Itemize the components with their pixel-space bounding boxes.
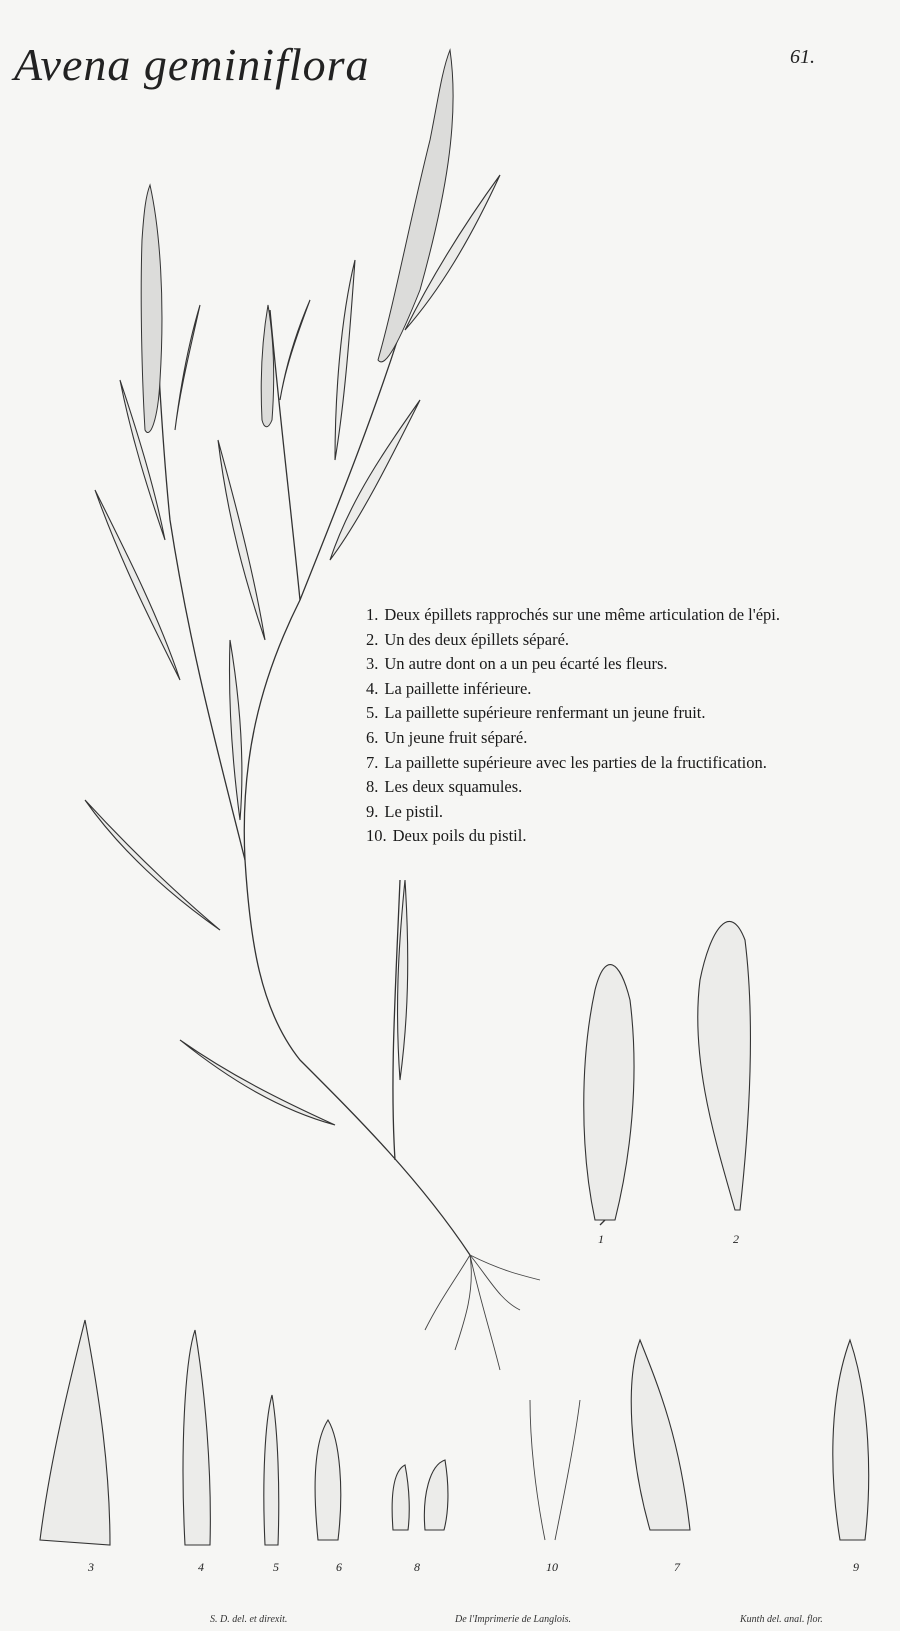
leaf xyxy=(95,490,180,680)
figure-5-upper-palea xyxy=(264,1395,279,1545)
credit-left: S. D. del. et direxit. xyxy=(210,1614,288,1625)
legend-text: La paillette inférieure. xyxy=(384,678,532,698)
credit-center: De l'Imprimerie de Langlois. xyxy=(455,1614,572,1625)
figure-7-fructification xyxy=(631,1340,690,1530)
legend-item xyxy=(366,603,886,628)
legend-item xyxy=(366,800,886,825)
legend-item xyxy=(366,628,886,653)
legend-number: 3. xyxy=(366,654,379,674)
legend-number: 9. xyxy=(366,801,379,821)
leaf xyxy=(335,260,355,460)
figure-8-squamules xyxy=(392,1460,448,1530)
middle-culm xyxy=(270,310,300,600)
figure-label-3: 3 xyxy=(88,1560,94,1574)
figure-label-9: 9 xyxy=(853,1560,859,1574)
figure-9-pistil xyxy=(833,1340,869,1540)
legend-number: 5. xyxy=(366,703,379,723)
legend-number: 10. xyxy=(366,826,387,846)
legend-text: Les deux squamules. xyxy=(384,777,523,797)
figure-1-stalk xyxy=(600,1220,605,1225)
legend-number: 1. xyxy=(366,605,379,624)
legend-text: Un jeune fruit séparé. xyxy=(384,727,528,747)
legend-number: 7. xyxy=(366,752,379,772)
spike-left xyxy=(141,185,162,433)
figure-label-4: 4 xyxy=(198,1560,204,1574)
figure-label-7: 7 xyxy=(674,1560,680,1574)
plate-number: 61. xyxy=(790,46,815,68)
legend-item xyxy=(366,726,886,751)
legend-text: Deux poils du pistil. xyxy=(392,826,527,846)
left-culm xyxy=(150,190,245,860)
legend-text: Le pistil. xyxy=(384,801,444,821)
figure-label-1: 1 xyxy=(598,1232,604,1246)
legend-number: 6. xyxy=(366,727,379,747)
plate-title: Avena geminiflora xyxy=(14,39,370,90)
legend-item xyxy=(366,701,886,726)
figure-legend xyxy=(366,603,886,849)
figure-4-lower-palea xyxy=(183,1330,210,1545)
credit-right: Kunth del. anal. flor. xyxy=(740,1614,823,1625)
leaf xyxy=(180,1040,335,1125)
legend-number: 4. xyxy=(366,678,379,698)
figure-label-2: 2 xyxy=(733,1232,739,1246)
legend-text: Deux épillets rapprochés sur une même articulation de l'épi. xyxy=(384,605,781,624)
figure-label-10: 10 xyxy=(546,1560,558,1574)
roots xyxy=(425,1255,540,1370)
leaf xyxy=(330,400,420,560)
leaf xyxy=(85,800,220,930)
legend-number: 2. xyxy=(366,629,379,649)
legend-item xyxy=(366,751,886,776)
figure-2-spikelet xyxy=(698,921,751,1210)
figure-label-5: 5 xyxy=(273,1560,279,1574)
legend-text: La paillette supérieure avec les parties de la fructification. xyxy=(384,752,767,772)
legend-text: Un des deux épillets séparé. xyxy=(384,629,570,649)
leaf xyxy=(280,300,310,400)
figure-10-pistil-hairs xyxy=(530,1400,580,1540)
legend-item xyxy=(366,824,886,849)
figure-label-8: 8 xyxy=(414,1560,420,1574)
legend-item xyxy=(366,652,886,677)
figure-label-6: 6 xyxy=(336,1560,342,1574)
legend-text: La paillette supérieure renfermant un jeune fruit. xyxy=(384,703,706,723)
legend-number: 8. xyxy=(366,777,379,797)
leaf xyxy=(229,640,241,820)
legend-item xyxy=(366,775,886,800)
legend-item xyxy=(366,677,886,702)
figure-6-young-fruit xyxy=(315,1420,341,1540)
figure-3-spikelet xyxy=(40,1320,110,1545)
leaf xyxy=(218,440,265,640)
figure-1-spikelets xyxy=(584,965,634,1220)
leaf xyxy=(175,305,200,430)
legend-text: Un autre dont on a un peu écarté les fleurs. xyxy=(384,654,668,674)
